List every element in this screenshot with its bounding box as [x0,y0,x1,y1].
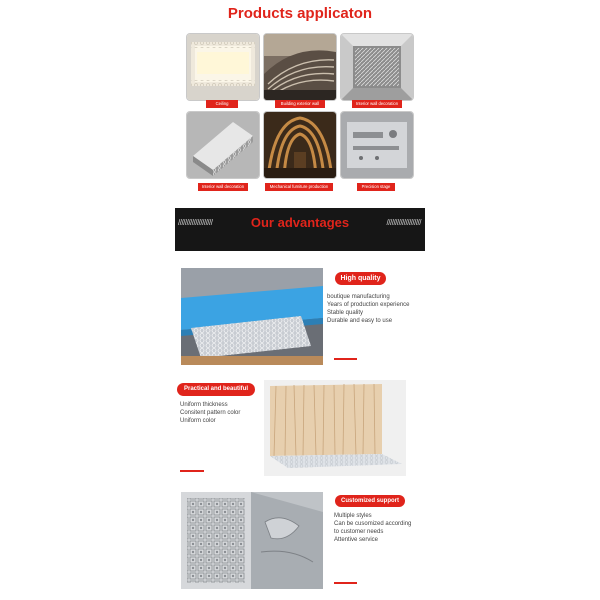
detail-line: Multiple styles [334,513,372,519]
detail-line: boutique manufacturing [327,294,390,300]
practical-details [180,401,240,425]
wood-grain-panel-image [264,380,406,476]
detail-line: Attentive service [334,537,379,543]
advantages-banner [175,208,425,251]
advantages-title: Our advantages [250,215,350,230]
application-caption: Mechanical furniture production [265,183,333,191]
aluminum-panel-image [181,268,323,365]
carved-panel-image [181,492,323,589]
application-card-interior-wall-2[interactable] [186,111,260,179]
detail-line: Uniform thickness [180,402,228,408]
detail-line: Stable quality [327,310,364,316]
building-image [264,34,336,100]
banner-slashes-left: //////////////////// [178,218,213,227]
accent-bar [334,358,357,360]
wood-arch-image [264,112,336,178]
precision-stage-image [341,112,413,178]
application-card-precision-stage[interactable] [340,111,414,179]
detail-line: Years of production experience [327,302,410,308]
application-caption: Building exterior wall [275,100,325,108]
detail-line: Consitent pattern color [180,410,241,416]
high-quality-details [327,293,410,325]
application-caption: Interior wall decoration [352,100,402,108]
application-card-exterior-wall[interactable] [263,33,337,101]
accent-bar [334,582,357,584]
customized-badge: Customized support [335,495,405,507]
ceiling-image [187,34,259,100]
detail-line: Uniform color [180,418,216,424]
application-card-interior-wall[interactable] [340,33,414,101]
application-caption: Precision stage [357,183,395,191]
application-card-furniture[interactable] [263,111,337,179]
interior-wall-image [341,34,413,100]
applications-title: Products applicaton [227,5,373,22]
application-caption: Ceiling [206,100,238,108]
application-caption: Interior wall decoration [198,183,248,191]
detail-line: Can be cusomized according [334,521,412,527]
practical-photo [264,380,406,476]
detail-line: to customer needs [334,529,384,535]
honeycomb-panel-image [187,112,259,178]
banner-slashes-right: //////////////////// [386,218,421,227]
customized-photo [181,492,323,589]
practical-badge: Practical and beautiful [177,383,255,396]
high-quality-badge: High quality [335,272,386,285]
detail-line: Durable and easy to use [327,318,393,324]
high-quality-photo [181,268,323,365]
application-card-ceiling[interactable] [186,33,260,101]
customized-details [334,512,411,544]
accent-bar [180,470,204,472]
